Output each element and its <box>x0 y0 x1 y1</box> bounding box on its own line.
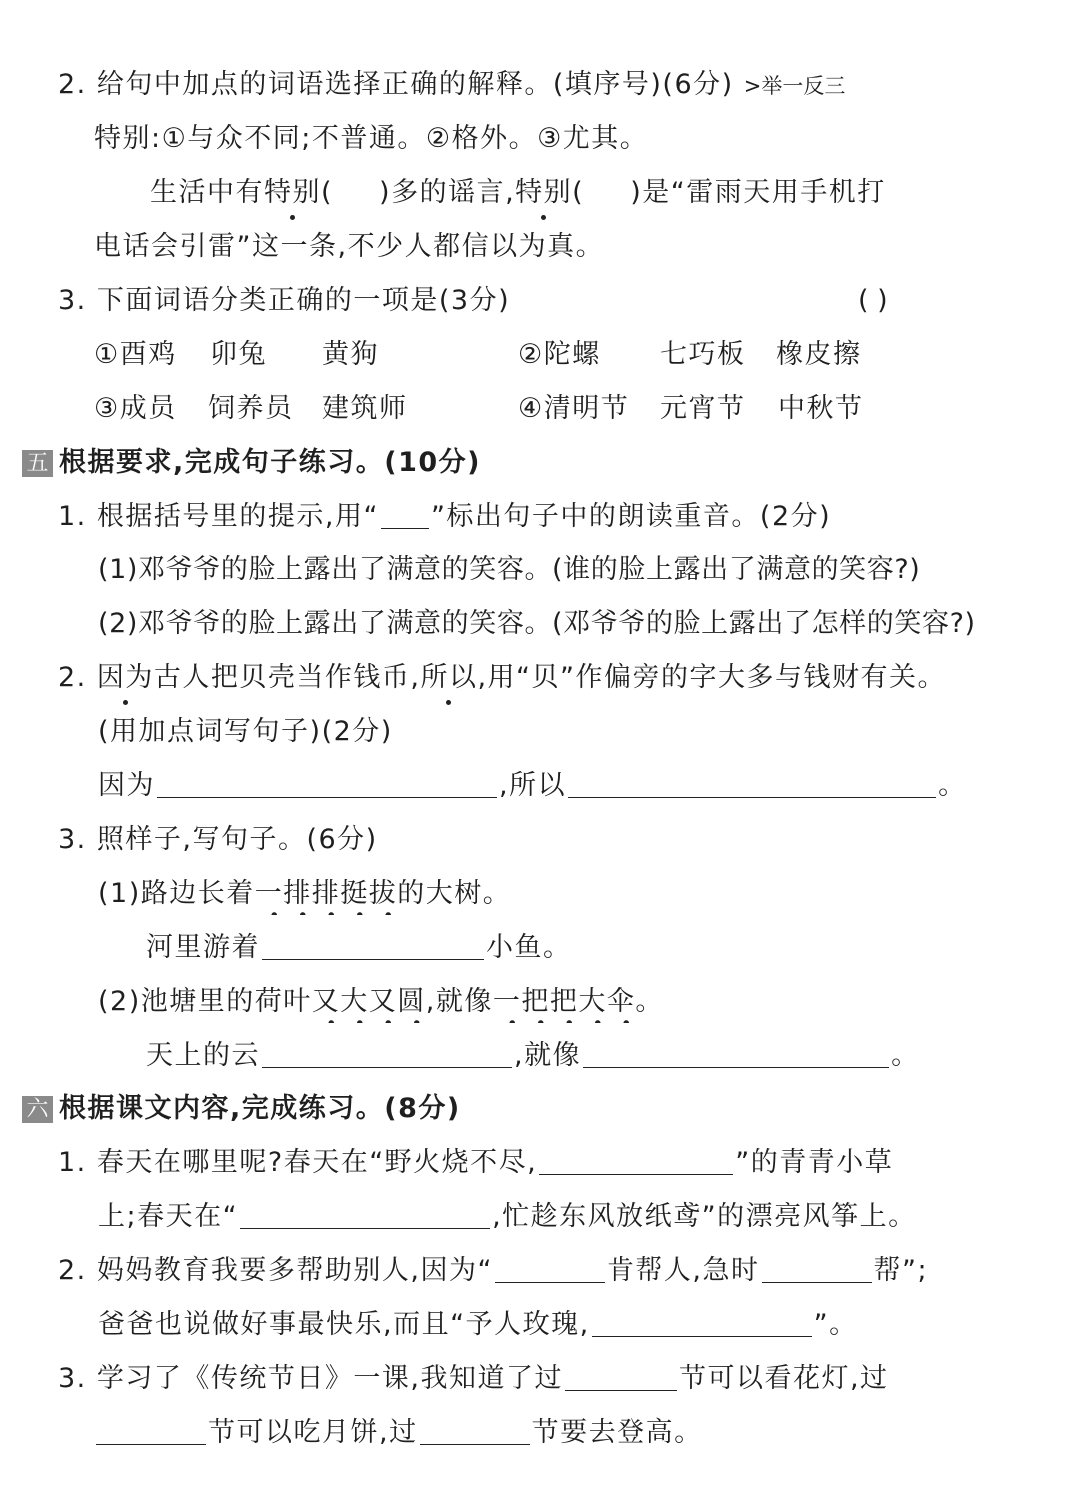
q3-heading <box>58 283 510 319</box>
q2-paren-open: ( <box>572 177 585 208</box>
s5-q1-heading <box>58 499 831 535</box>
dotted-phrase: 一把把大伞 <box>493 986 636 1023</box>
q2-sentence-part: )多的谣言, <box>379 177 516 208</box>
s5-q2-blank-2[interactable] <box>568 771 936 798</box>
s5-q1-text: ”标出句子中的朗读重音。(2分) <box>430 501 832 532</box>
s6-q1-blank-1[interactable] <box>539 1148 733 1175</box>
option-word: 建筑师 <box>322 393 408 424</box>
q3-option-1b <box>210 337 267 373</box>
s6-q2-text: 爸爸也说做好事最快乐,而且“予人玫瑰, <box>98 1309 590 1340</box>
q2-heading <box>58 67 845 103</box>
q2-definition-text: 特别:①与众不同;不普通。②格外。③尤其。 <box>94 123 649 154</box>
q3-option-2c <box>776 337 862 373</box>
s6-q3-blank-3[interactable] <box>420 1418 530 1445</box>
s5-q1-line-2: (2)邓爷爷的脸上露出了满意的笑容。(邓爷爷的脸上露出了怎样的笑容?) <box>98 608 976 639</box>
q2-sentence-part: 生活中有 <box>150 177 264 208</box>
q3-option-3 <box>94 391 177 427</box>
s6-q2-blank-3[interactable] <box>592 1310 812 1337</box>
q3-option-4 <box>518 391 629 427</box>
q3-option-3b <box>208 391 294 427</box>
q2-number: 2. <box>58 69 87 100</box>
s5-q2-text: 古人把贝壳当作钱币, <box>153 662 421 693</box>
s5-q3-example-1 <box>98 876 511 912</box>
s5-q2-text: ,用“贝”作偏旁的字大多与钱财有关。 <box>477 662 947 693</box>
s6-q1-number: 1. <box>58 1147 87 1178</box>
s6-q2-line-2 <box>98 1307 858 1343</box>
q3-answer-paren[interactable]: ( ) <box>858 285 888 316</box>
s5-q2-heading <box>58 660 946 696</box>
s5-q1-text: 根据括号里的提示,用“ <box>96 501 379 532</box>
s5-q3-fill-1 <box>146 930 572 966</box>
s6-q1-text: 春天在哪里呢?春天在“野火烧不尽, <box>96 1147 538 1178</box>
q2-sentence-1 <box>150 175 886 211</box>
fill-text: 。 <box>891 1040 920 1071</box>
s6-q3-blank-1[interactable] <box>565 1364 677 1391</box>
q2-dotted-word-1: 特别 <box>264 175 321 211</box>
s5-q2-answer-label-1: 因为 <box>98 770 155 801</box>
q2-dotted-word-2: 特别 <box>515 175 572 211</box>
s6-q3-text: 节可以吃月饼,过 <box>208 1417 418 1448</box>
dotted-phrase: 一排排挺拔 <box>255 878 398 915</box>
q2-instruction: 给句中加点的词语选择正确的解释。(填序号)(6分) <box>96 69 734 100</box>
q2-paren-open: ( <box>321 177 334 208</box>
s6-q3-text: 节可以看花灯,过 <box>678 1363 889 1394</box>
s6-q3-text: 学习了《传统节日》一课,我知道了过 <box>96 1363 563 1394</box>
s5-q3-blank-3[interactable] <box>583 1041 889 1068</box>
q2-tag: >举一反三 <box>743 74 846 98</box>
s6-q2-number: 2. <box>58 1255 87 1286</box>
s5-q2-blank-1[interactable] <box>157 771 497 798</box>
s5-q3-example-2 <box>98 984 664 1020</box>
example-text: (1)路边长着 <box>98 878 255 909</box>
q2-definitions <box>94 121 648 157</box>
q3-option-1c <box>322 337 379 373</box>
s5-q3-blank-1[interactable] <box>262 933 484 960</box>
s5-q2-note-text: (用加点词写句子)(2分) <box>98 716 393 747</box>
s6-q3-text: 节要去登高。 <box>531 1417 703 1448</box>
fill-text: 小鱼。 <box>486 932 572 963</box>
s5-q2-dotted-word-1: 因为 <box>97 660 154 696</box>
s6-q1-line-2 <box>98 1199 917 1235</box>
q3-instruction: 下面词语分类正确的一项是(3分) <box>96 285 511 316</box>
s5-q1-sentence-1[interactable] <box>98 552 920 588</box>
s6-q1-text: 上;春天在“ <box>98 1201 239 1232</box>
s6-q3-line-1 <box>58 1361 889 1397</box>
option-word: ③成员 <box>94 393 177 424</box>
q3-option-3c <box>322 391 408 427</box>
fill-text: 天上的云 <box>146 1040 260 1071</box>
s5-q3-blank-2[interactable] <box>262 1041 512 1068</box>
s6-q1-blank-2[interactable] <box>240 1202 490 1229</box>
example-text: 的大树。 <box>397 878 512 909</box>
s6-q2-text: 妈妈教育我要多帮助别人,因为“ <box>96 1255 493 1286</box>
s6-q3-line-2 <box>94 1415 703 1451</box>
s5-q2-answer <box>98 768 967 804</box>
s6-q3-number: 3. <box>58 1363 87 1394</box>
option-word: 卯兔 <box>210 339 267 370</box>
example-text: (2)池塘里的荷叶 <box>98 986 312 1017</box>
s5-q3-text: 照样子,写句子。(6分) <box>96 824 378 855</box>
s5-q2-number: 2. <box>58 662 87 693</box>
q2-sentence-part: )是“雷雨天用手机打 <box>630 177 886 208</box>
s5-q2-answer-end: 。 <box>938 770 967 801</box>
section-6-icon: 六 <box>22 1096 53 1123</box>
option-word: 饲养员 <box>208 393 294 424</box>
example-dotted-words <box>255 878 398 915</box>
s5-q3-fill-2 <box>146 1038 920 1074</box>
s5-q2-note <box>98 714 393 750</box>
s6-q1-text: ,忙趁东风放纸鸢”的漂亮风筝上。 <box>492 1201 917 1232</box>
fill-text: ,就像 <box>514 1040 582 1071</box>
q2-sentence-2 <box>94 229 604 265</box>
section-6-heading <box>22 1091 461 1127</box>
q3-option-1 <box>94 337 177 373</box>
q3-number: 3. <box>58 285 87 316</box>
option-word: 中秋节 <box>778 393 864 424</box>
q2-sentence-part: 电话会引雷”这一条,不少人都信以为真。 <box>94 231 605 262</box>
s5-q3-heading <box>58 822 378 858</box>
section-5-icon: 五 <box>22 450 53 477</box>
s5-q1-sentence-2[interactable] <box>98 606 976 642</box>
q3-option-4b <box>660 391 746 427</box>
s6-q1-line-1 <box>58 1145 893 1181</box>
option-word: 黄狗 <box>322 339 379 370</box>
s5-q1-line-1: (1)邓爷爷的脸上露出了满意的笑容。(谁的脸上露出了满意的笑容?) <box>98 554 921 585</box>
dotted-phrase: 又大又圆 <box>312 986 426 1023</box>
example-text: 。 <box>635 986 664 1017</box>
s6-q2-blank-1[interactable] <box>495 1256 605 1283</box>
s6-q2-text: 肯帮人,急时 <box>606 1255 760 1286</box>
s6-q1-text: ”的青青小草 <box>735 1147 894 1178</box>
s6-q2-blank-2[interactable] <box>762 1256 872 1283</box>
s5-q3-number: 3. <box>58 824 87 855</box>
section-5-heading <box>22 445 481 481</box>
section-6-title: 根据课文内容,完成练习。(8分) <box>59 1093 461 1124</box>
example-text: ,就像 <box>425 986 493 1017</box>
q3-option-2b <box>660 337 746 373</box>
s5-q1-number: 1. <box>58 501 87 532</box>
option-word: 橡皮擦 <box>776 339 862 370</box>
underline-sample <box>381 502 429 529</box>
s5-q2-answer-label-2: ,所以 <box>499 770 567 801</box>
s6-q3-blank-2[interactable] <box>96 1418 206 1445</box>
section-5-title: 根据要求,完成句子练习。(10分) <box>59 447 482 478</box>
option-word: 元宵节 <box>660 393 746 424</box>
option-word: ①酉鸡 <box>94 339 177 370</box>
q3-option-2 <box>518 337 601 373</box>
s6-q2-text: 帮”; <box>873 1255 929 1286</box>
option-word: 七巧板 <box>660 339 746 370</box>
s6-q2-text: ”。 <box>813 1309 858 1340</box>
q3-option-4c <box>778 391 864 427</box>
s5-q2-dotted-word-2: 所以 <box>420 660 477 696</box>
s6-q2-line-1 <box>58 1253 928 1289</box>
option-word: ②陀螺 <box>518 339 601 370</box>
fill-text: 河里游着 <box>146 932 260 963</box>
option-word: ④清明节 <box>518 393 630 424</box>
